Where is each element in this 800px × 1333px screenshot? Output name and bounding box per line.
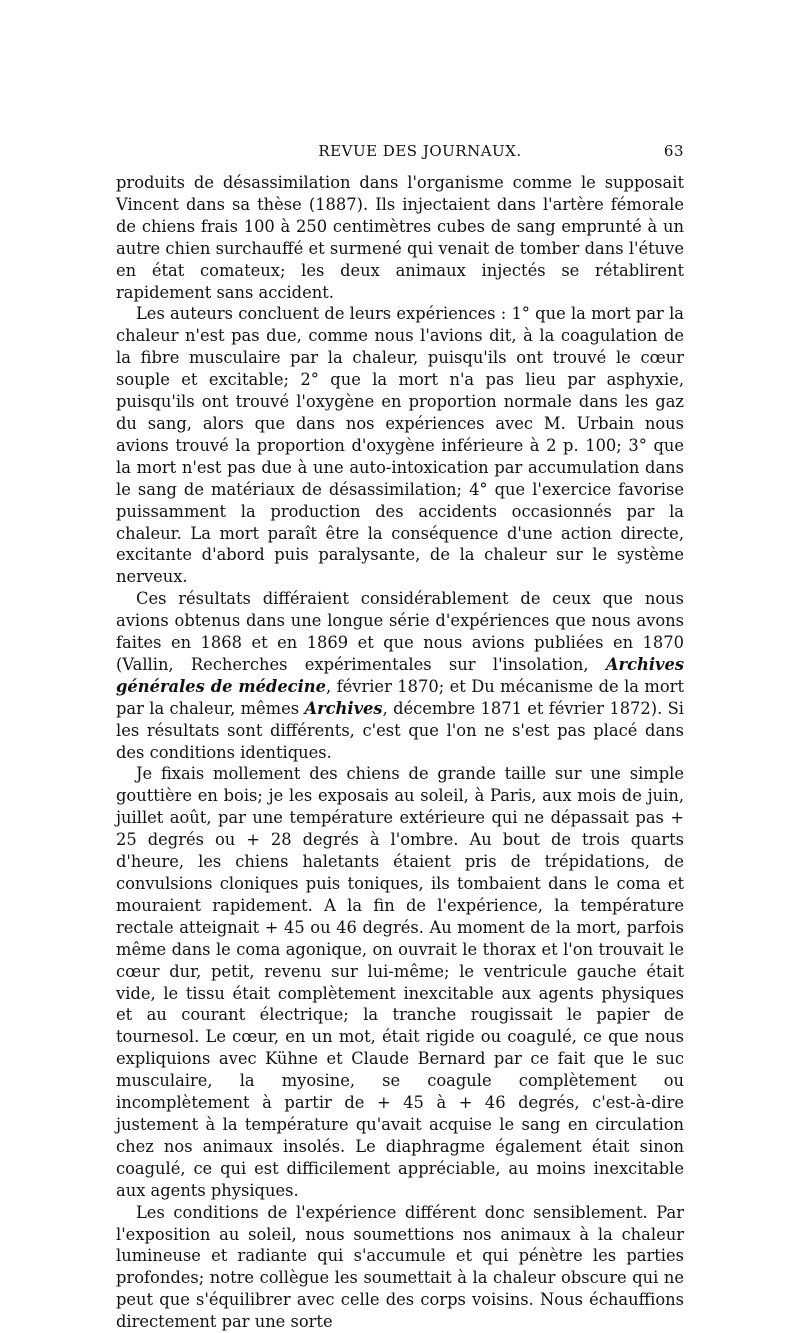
page-header bbox=[116, 142, 684, 168]
body-text bbox=[116, 172, 684, 1333]
paragraph-3-text-start: Ces résultats différaient considérablement de ceux que nous avions obtenus dans une longue série d'expériences que nous avons faites en 1868 et en 1869 et que nous avions publiées en 1870 (Vallin, Recherches expérimentales sur l'insolation, bbox=[116, 589, 684, 674]
paragraph-3-text-middle: , février 1870; et Du mécanisme de la mort par la chaleur, mêmes bbox=[116, 676, 685, 718]
paragraph-1: produits de désassimilation dans l'organisme comme le supposait Vincent dans sa thèse (1887). Ils injectaient dans l'artère fémorale de chiens frais 100 à 250 centimètres cubes de sang emprunté à un autre chien surchauffé et surmené qui venait de tomber dans l'étuve en état comateux; les deux animaux injectés se rétablirent rapidement sans accident. bbox=[116, 173, 684, 302]
paragraph-2: Les auteurs concluent de leurs expériences : 1° que la mort par la chaleur n'est pas due, comme nous l'avions dit, à la coagulation de la fibre musculaire par la chaleur, puisqu'ils ont trouvé le cœur souple et excitable; 2° que la mort n'a pas lieu par asphyxie, puisqu'ils ont trouvé l'oxygène en proportion normale dans les gaz du sang, alors que dans nos expériences avec M. Urbain nous avions trouvé la proportion d'oxygène inférieure à 2 p. 100; 3° que la mort n'est pas due à une auto-intoxication par accumulation dans le sang de matériaux de désassimilation; 4° que l'exercice favorise puissamment la production des accidents occasionnés par la chaleur. La mort paraît être la conséquence d'une action directe, excitante d'abord puis paralysante, de la chaleur sur le système nerveux. bbox=[116, 304, 684, 587]
paragraph-3 bbox=[116, 588, 684, 763]
journal-title-archives-generales: Archives générales de médecine bbox=[116, 654, 684, 696]
journal-title-archives: Archives bbox=[304, 698, 383, 718]
paragraph-4: Je fixais mollement des chiens de grande taille sur une simple gouttière en bois; je les exposais au soleil, à Paris, aux mois de juin, juillet août, par une température extérieure qui ne dépassait pas + 25 degrés ou + 28 degrés à l'ombre. Au bout de trois quarts d'heure, les chiens haletants étaient pris de trépidations, de convulsions cloniques puis toniques, ils tombaient dans le coma et mouraient rapidement. A la fin de l'expérience, la température rectale atteignait + 45 ou 46 degrés. Au moment de la mort, parfois même dans le coma agonique, on ouvrait le thorax et l'on trouvait le cœur dur, petit, revenu sur lui-même; le ventricule gauche était vide, le tissu était complètement inexcitable aux agents physiques et au courant électrique; la tranche rougissait le papier de tournesol. Le cœur, en un mot, était rigide ou coagulé, ce que nous expliquions avec Kühne et Claude Bernard par ce fait que le suc musculaire, la myosine, se coagule complètement ou incomplètement à partir de + 45 à + 46 degrés, c'est-à-dire justement à la température qu'avait acquise le sang en circulation chez nos animaux insolés. Le diaphragme également était sinon coagulé, ce qui est difficilement appréciable, au moins inexcitable aux agents physiques. bbox=[116, 764, 684, 1200]
page-number: 63 bbox=[663, 142, 684, 160]
running-title: REVUE DES JOURNAUX. bbox=[318, 142, 522, 160]
paragraph-5: Les conditions de l'expérience différent donc sensiblement. Par l'exposition au soleil, nous soumettions nos animaux à la chaleur lumineuse et radiante qui s'accumule et qui pénètre les parties profondes; notre collègue les soumettait à la chaleur obscure qui ne peut que s'équilibrer avec celle des corps voisins. Nous échauffions directement par une sorte bbox=[116, 1202, 684, 1332]
paragraph-3-text-end: , décembre 1871 et février 1872). Si les résultats sont différents, c'est que l'on ne s'est pas placé dans des conditions identiques. bbox=[116, 698, 684, 762]
